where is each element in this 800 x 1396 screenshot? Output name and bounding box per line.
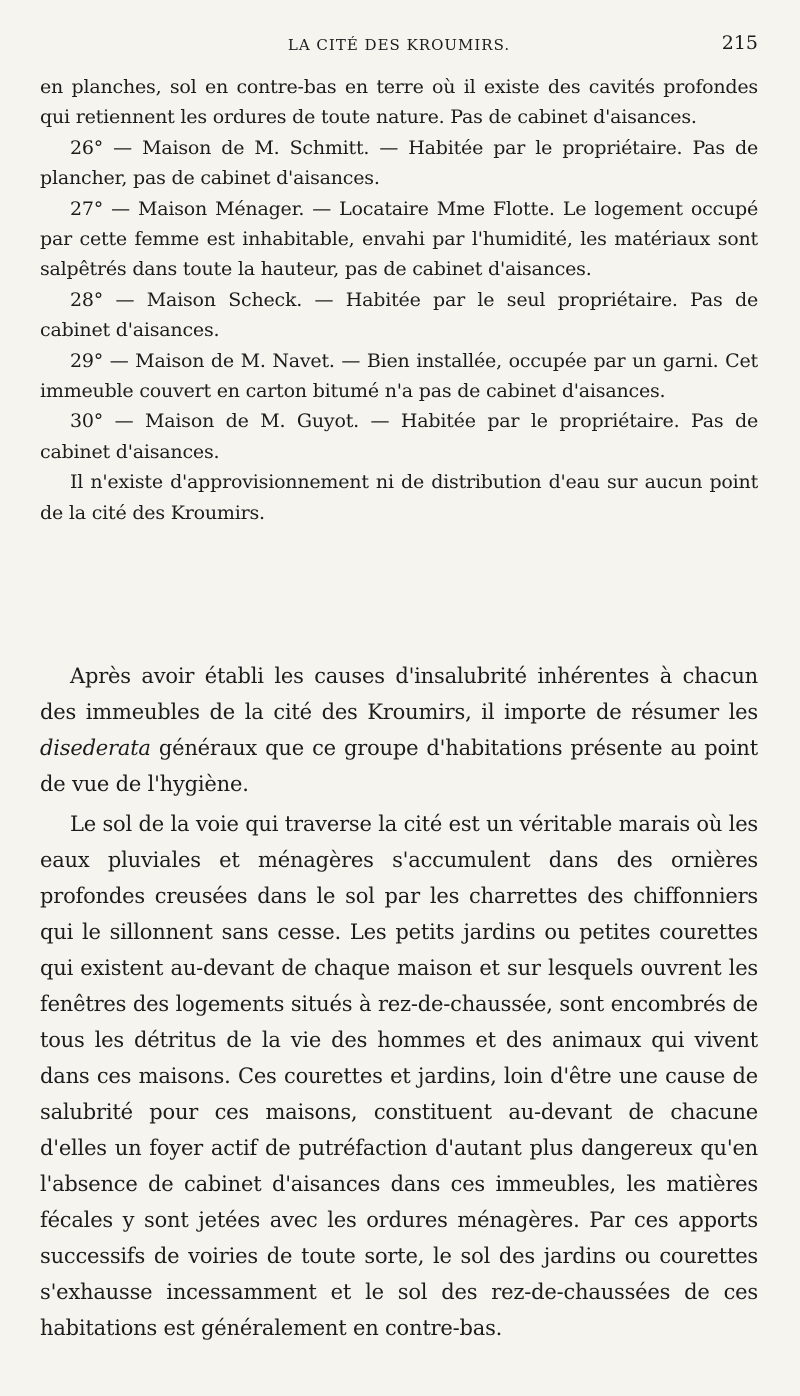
summary-paragraph-1-start: Après avoir établi les causes d'insalubrité inhérentes à chacun des immeubles de la cité des Kroumirs, il importe de résumer les [40,664,758,724]
summary-paragraph-1-end: généraux que ce groupe d'habitations présente au point de vue de l'hygiène. [40,736,758,796]
summary-paragraph-2: Le sol de la voie qui traverse la cité est un véritable marais où les eaux pluviales et ménagères s'accumulent dans des ornières profondes creusées dans le sol par les charrettes des chiffonniers qui le sillonnent sans cesse. Les petits jardins ou petites courettes qui existent au-devant de chaque maison et sur lesquels ouvrent les fenêtres des logements situés à rez-de-chaussée, sont encombrés de tous les détritus de la vie des hommes et des animaux qui vivent dans ces maisons. Ces courettes et jardins, loin d'être une cause de salubrité pour ces maisons, constituent au-devant de chacune d'elles un foyer actif de putréfaction d'autant plus dangereux qu'en l'absence de cabinet d'aisances dans ces immeubles, les matières fécales y sont jetées avec les ordures ménagères. Par ces apports successifs de voiries de toute sorte, le sol des jardins ou courettes s'exhausse incessamment et le sol des rez-de-chaussées de ces habitations est généralement en contre-bas. [40,812,758,1340]
continued-paragraph: en planches, sol en contre-bas en terre où il existe des cavités profondes qui retiennent les ordures de toute nature. Pas de cabinet d'aisances. [40,76,758,129]
entry-28: 28° — Maison Scheck. — Habitée par le seul propriétaire. Pas de cabinet d'aisances. [40,288,758,342]
inventory-list [40,72,758,528]
running-title: LA CITÉ DES KROUMIRS. [287,36,511,54]
entry-30: 30° — Maison de M. Guyot. — Habitée par le propriétaire. Pas de cabinet d'aisances. [40,410,758,463]
summary-section [40,658,758,1346]
entry-26: 26° — Maison de M. Schmitt. — Habitée par le propriétaire. Pas de plancher, pas de cabinet d'aisances. [40,136,758,190]
entry-27: 27° — Maison Ménager. — Locataire Mme Flotte. Le logement occupé par cette femme est inhabitable, envahi par l'humidité, les matériaux sont salpêtrés dans toute la hauteur, pas de cabinet d'aisances. [40,197,758,281]
summary-paragraph-1 [40,658,758,802]
running-head [40,30,758,60]
entry-29: 29° — Maison de M. Navet. — Bien installée, occupée par un garni. Cet immeuble couvert en carton bitumé n'a pas de cabinet d'aisances. [40,349,758,403]
italic-term: disederata [40,736,151,760]
water-supply-note: Il n'existe d'approvisionnement ni de distribution d'eau sur aucun point de la cité des Kroumirs. [40,471,758,524]
page-number: 215 [721,32,758,54]
